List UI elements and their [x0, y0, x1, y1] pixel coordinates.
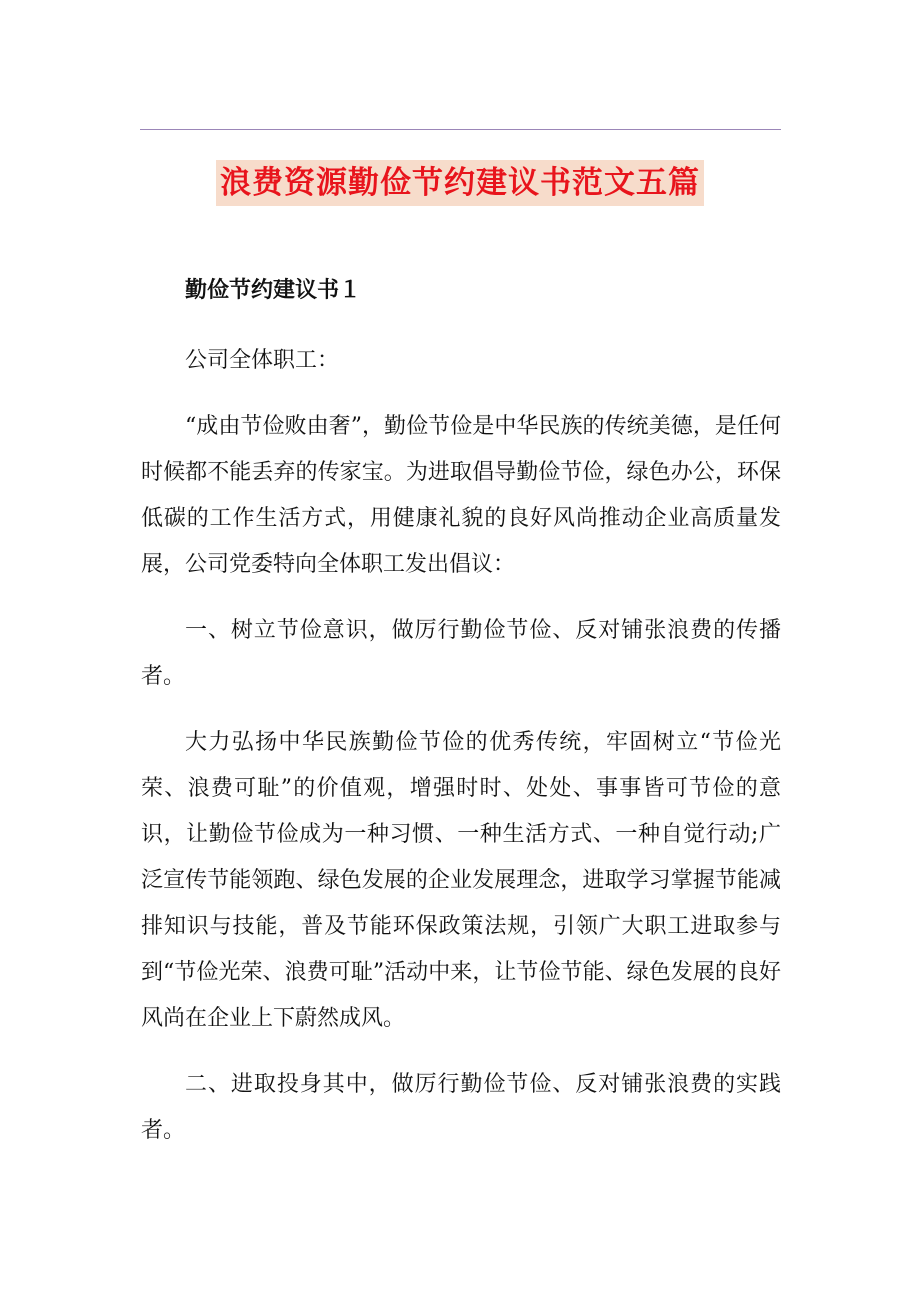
salutation: 公司全体职工：: [185, 348, 340, 373]
paragraph-2: 一、树立节俭意识，做厉行勤俭节俭、反对铺张浪费的传播者。: [141, 618, 781, 689]
document-title: 浪费资源勤俭节约建议书范文五篇: [216, 160, 704, 206]
document-body: [141, 268, 781, 1174]
header-rule: [140, 129, 781, 130]
paragraph-4: 二、进取投身其中，做厉行勤俭节俭、反对铺张浪费的实践者。: [141, 1072, 781, 1143]
paragraph-1: “成由节俭败由奢”，勤俭节俭是中华民族的传统美德，是任何时候都不能丢弃的传家宝。为进取倡导勤俭节俭，绿色办公，环保低碳的工作生活方式，用健康礼貌的良好风尚推动企业高质量发展，公司党委特向全体职工发出倡议：: [141, 414, 781, 577]
title-container: [0, 160, 920, 206]
section-heading: 勤俭节约建议书１: [185, 278, 362, 303]
paragraph-3: 大力弘扬中华民族勤俭节俭的优秀传统，牢固树立“节俭光荣、浪费可耻”的价值观，增强时时、处处、事事皆可节俭的意识，让勤俭节俭成为一种习惯、一种生活方式、一种自觉行动;广泛宣传节能领跑、绿色发展的企业发展理念，进取学习掌握节能减排知识与技能，普及节能环保政策法规，引领广大职工进取参与到“节俭光荣、浪费可耻”活动中来，让节俭节能、绿色发展的良好风尚在企业上下蔚然成风。: [141, 730, 781, 1031]
